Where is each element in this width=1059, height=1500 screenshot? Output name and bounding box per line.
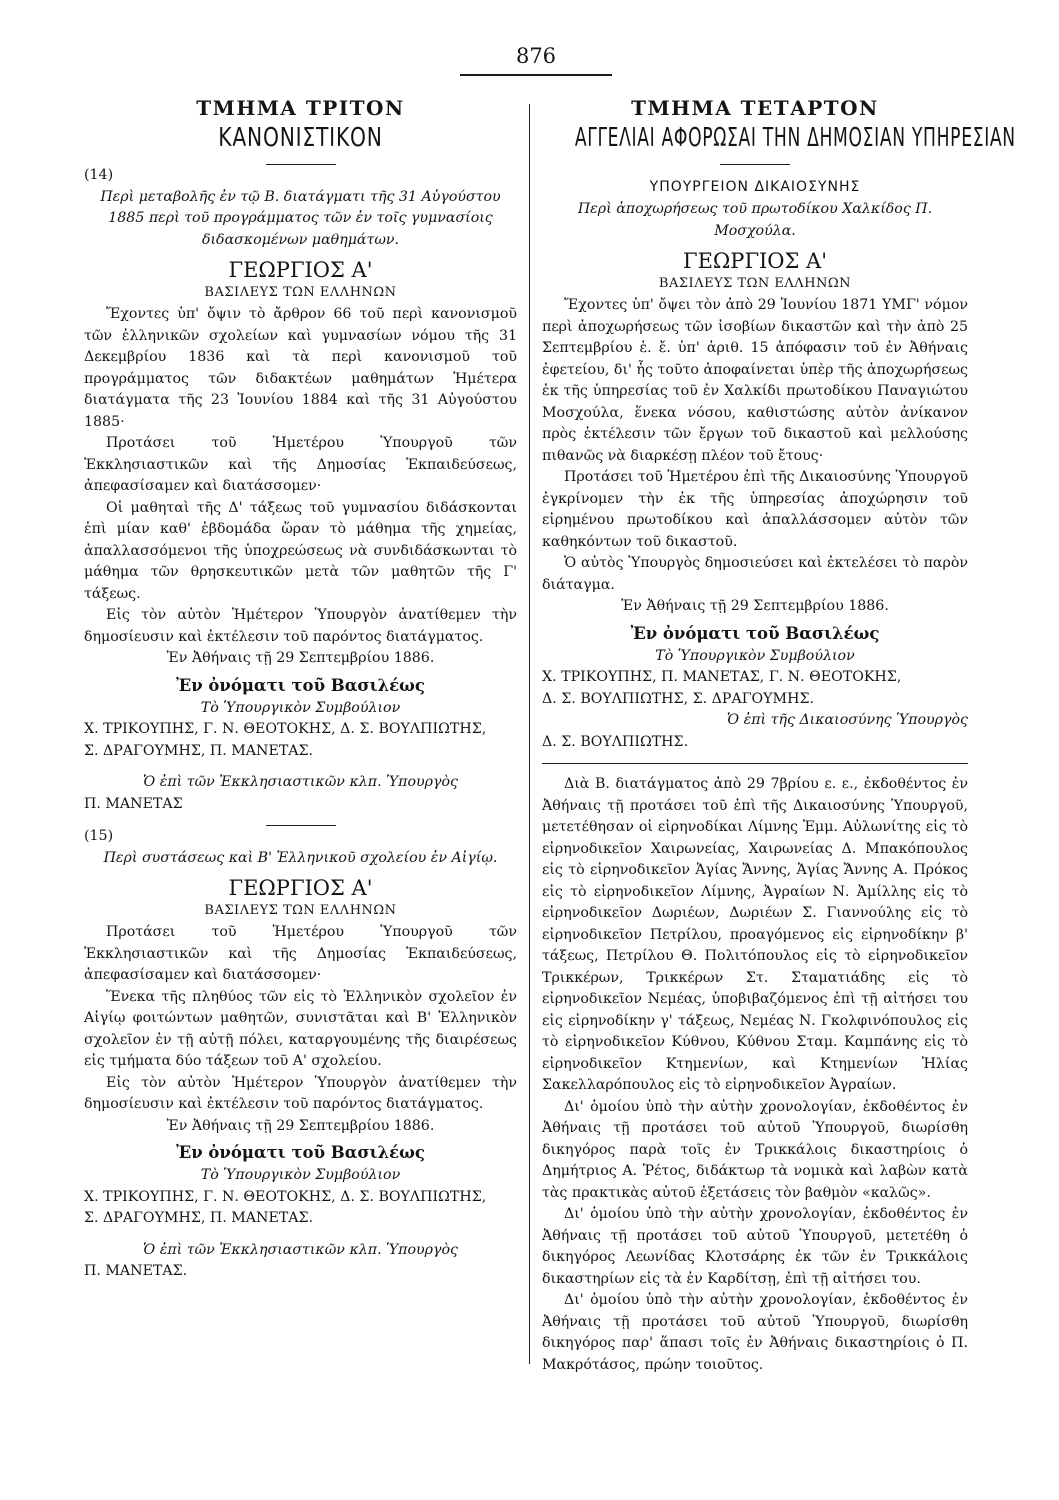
in-name-heading: Ἐν ὀνόματι τοῦ Βασιλέως	[176, 675, 425, 695]
minister-role: Ὁ ἐπὶ τῶν Ἐκκλησιαστικῶν κλπ. Ὑπουργὸς	[143, 1241, 458, 1258]
signatories: Χ. ΤΡΙΚΟΥΠΗΣ, Γ. Ν. ΘΕΟΤΟΚΗΣ, Δ. Σ. ΒΟΥΛΠΙΩΤΗΣ,	[84, 721, 487, 737]
section-title-right: ΤΜΗΜΑ ΤΕΤΑΡΤΟΝ	[631, 96, 879, 120]
announcement: Δι' ὁμοίου ὑπὸ τὴν αὐτὴν χρονολογίαν, ἐκδοθέντος ἐν Ἀθήναις τῇ προτάσει τοῦ αὐτοῦ Ὑπουργοῦ, μετετέθη ὁ δικηγόρος Λεωνίδας Κλοτσάρης ἐκ τῶν ἐν Τρικκάλοις δικαστηρίων εἰς τὰ ἐν Καρδίτσῃ, ἐπὶ τῇ αἰτήσει του.	[542, 1206, 968, 1287]
minister-role: Ὁ ἐπὶ τῶν Ἐκκλησιαστικῶν κλπ. Ὑπουργὸς	[143, 774, 458, 790]
announcement: Δι' ὁμοίου ὑπὸ τὴν αὐτὴν χρονολογίαν, ἐκδοθέντος ἐν Ἀθήναις τῇ προτάσει τοῦ αὐτοῦ Ὑπουργοῦ, διωρίσθη δικηγόρος παρὰ τοῖς ἐν Τρικκάλοις δικαστηρίοις ὁ Δημήτριος Α. Ῥέτος, διδάκτωρ τὰ νομικὰ καὶ λαβὼν κατὰ τὰς πρακτικὰς αὐτοῦ ἐξετάσεις τὸν βαθμὸν «καλῶς».	[542, 1098, 968, 1201]
paragraph: Προτάσει τοῦ Ἡμετέρου Ὑπουργοῦ τῶν Ἐκκλησιαστικῶν καὶ τῆς Δημοσίας Ἐκπαιδεύσεως, ἀπεφασίσαμεν καὶ διατάσσομεν·	[84, 435, 517, 494]
king-title: ΒΑΣΙΛΕΥΣ ΤΩΝ ΕΛΛΗΝΩΝ	[204, 285, 397, 300]
page-number: 876	[515, 44, 557, 68]
announcement: Διὰ Β. διατάγματος ἀπὸ 29 7βρίου ε. ε., ἐκδοθέντος ἐν Ἀθήναις τῇ προτάσει τοῦ ἐπὶ τῆς Δικαιοσύνης Ὑπουργοῦ, μετετέθησαν οἱ εἰρηνοδίκαι Λίμνης Ἐμμ. Αὐλωνίτης εἰς τὸ εἰρηνοδικεῖον Χαιρωνείας, Χαιρωνείας Δ. Μπακόπουλος εἰς τὸ εἰρηνοδικεῖον Ἁγίας Ἄννης, Ἁγίας Ἄννης Α. Πρόκος εἰς τὸ εἰρηνοδικεῖον Λίμνης, Ἀγραίων Ν. Ἀμίλλης εἰς τὸ εἰρηνοδικεῖον Δωριέων, Δωριέων Σ. Γιαννούλης εἰς τὸ εἰρηνοδικεῖον Πετρίλου, προαγόμενος εἰς εἰρηνοδίκην β' τάξεως, Πετρίλου Θ. Πολιτόπουλος εἰς τὸ εἰρηνοδικεῖον Τρικκέρων, Τρικκέρων Στ. Σταματιάδης εἰς τὸ εἰρηνοδικεῖον Νεμέας, ὑποβιβαζόμενος ἐπὶ τῇ αἰτήσει του εἰς εἰρηνοδίκην γ' τάξεως, Νεμέας Ν. Γκολφινόπουλος εἰς τὸ εἰρηνοδικεῖον Κύθνου, Κύθνου Σταμ. Καμπάνης εἰς τὸ εἰρηνοδικεῖον Κτημενίων, καὶ Κτημενίων Ἠλίας Σακελλαρόπουλος εἰς τὸ εἰρηνοδικεῖον Ἀγραίων.	[542, 776, 968, 1093]
signatories: Χ. ΤΡΙΚΟΥΠΗΣ, Γ. Ν. ΘΕΟΤΟΚΗΣ, Δ. Σ. ΒΟΥΛΠΙΩΤΗΣ,	[84, 1188, 487, 1205]
king-name: ΓΕΩΡΓΙΟΣ Α'	[228, 876, 373, 900]
paragraph: Ἔχοντες ὑπ' ὄψει τὸν ἀπὸ 29 Ἰουνίου 1871 ΥΜΓ' νόμον περὶ ἀποχωρήσεως τῶν ἰσοβίων δικαστῶν καὶ τὴν ἀπὸ 25 Σεπτεμβρίου ἑ. ἔ. ὑπ' ἀριθ. 15 ἀπόφασιν τοῦ ἐν Ἀθήναις ἐφετείου, δι' ἧς τοῦτο ἀποφαίνεται ὑπὲρ τῆς ἀποχωρήσεως ἐκ τῆς ὑπηρεσίας τοῦ ἐν Χαλκίδι πρωτοδίκου Παναγιώτου Μοσχούλα, ἕνεκα νόσου, καθιστώσης αὐτὸν ἀνίκανον πρὸς ἐκτέλεσιν τῶν ἔργων τοῦ δικαστοῦ καὶ μελλούσης πιθανῶς νὰ διαρκέσῃ πλέον τοῦ ἔτους·	[542, 297, 968, 464]
minister-signature: Π. ΜΑΝΕΤΑΣ.	[84, 1263, 188, 1279]
paragraph: Εἰς τὸν αὐτὸν Ἡμέτερον Ὑπουργὸν ἀνατίθεμεν τὴν δημοσίευσιν καὶ ἐκτέλεσιν τοῦ παρόντος διατάγματος.	[84, 1074, 517, 1112]
decree-date: Ἐν Ἀθήναις τῇ 29 Σεπτεμβρίου 1886.	[621, 598, 889, 614]
rule	[720, 164, 790, 165]
decree-subject: Περὶ ἀποχωρήσεως τοῦ πρωτοδίκου Χαλκίδος Π. Μοσχούλα.	[577, 201, 933, 239]
in-name-heading: Ἐν ὀνόματι τοῦ Βασιλέως	[630, 623, 880, 643]
rule	[542, 763, 968, 764]
paragraph: Προτάσει τοῦ Ἡμετέρου Ὑπουργοῦ τῶν Ἐκκλησιαστικῶν καὶ τῆς Δημοσίας Ἐκπαιδεύσεως, ἀπεφασίσαμεν καὶ διατάσσομεν·	[84, 924, 517, 983]
signatories: Σ. ΔΡΑΓΟΥΜΗΣ, Π. ΜΑΝΕΤΑΣ.	[84, 742, 314, 759]
minister-role: Ὁ ἐπὶ τῆς Δικαιοσύνης Ὑπουργὸς	[726, 712, 968, 728]
signatories: Δ. Σ. ΒΟΥΛΠΙΩΤΗΣ, Σ. ΔΡΑΓΟΥΜΗΣ.	[542, 690, 814, 707]
left-column	[84, 96, 517, 1283]
right-column	[542, 96, 1016, 1376]
decree-subject: Περὶ συστάσεως καὶ Β' Ἑλληνικοῦ σχολείου ἐν Αἰγίῳ.	[103, 849, 498, 866]
paragraph: Ἕνεκα τῆς πληθύος τῶν εἰς τὸ Ἑλληνικὸν σχολεῖον ἐν Αἰγίῳ φοιτώντων μαθητῶν, συνιστᾶται καὶ Β' Ἑλληνικὸν σχολεῖον ἐν τῇ αὐτῇ πόλει, καταργουμένης τῆς διαιρέσεως εἰς τμήματα δύο τάξεων τοῦ Α' σχολείου.	[84, 988, 517, 1069]
decree-date: Ἐν Ἀθήναις τῇ 29 Σεπτεμβρίου 1886.	[166, 650, 435, 666]
in-name-heading: Ἐν ὀνόματι τοῦ Βασιλέως	[176, 1143, 425, 1162]
minister-signature: Δ. Σ. ΒΟΥΛΠΙΩΤΗΣ.	[542, 733, 689, 750]
signatories: Σ. ΔΡΑΓΟΥΜΗΣ, Π. ΜΑΝΕΤΑΣ.	[84, 1210, 314, 1226]
council-label: Τὸ Ὑπουργικὸν Συμβούλιον	[200, 1167, 401, 1183]
decree-number: (15)	[84, 828, 114, 844]
section-subtitle-left: ΚΑΝΟΝΙΣΤΙΚΟΝ	[218, 123, 383, 153]
section-title-left: ΤΜΗΜΑ ΤΡΙΤΟΝ	[196, 96, 405, 120]
decree-date: Ἐν Ἀθήναις τῇ 29 Σεπτεμβρίου 1886.	[166, 1117, 435, 1134]
paragraph: Προτάσει τοῦ Ἡμετέρου ἐπὶ τῆς Δικαιοσύνης Ὑπουργοῦ ἐγκρίνομεν τὴν ἐκ τῆς ὑπηρεσίας ἀποχώρησιν τοῦ εἰρημένου πρωτοδίκου καὶ ἀπαλλάσσομεν αὐτὸν τῶν καθηκόντων τοῦ δικαστοῦ.	[542, 469, 968, 550]
king-title: ΒΑΣΙΛΕΥΣ ΤΩΝ ΕΛΛΗΝΩΝ	[658, 276, 852, 291]
decree-subject: Περὶ μεταβολῆς ἐν τῷ Β. διατάγματι τῆς 31 Αὐγούστου 1885 περὶ τοῦ προγράμματος τῶν ἐν τοῖς γυμνασίοις διδασκομένων μαθημάτων.	[100, 188, 501, 248]
section-subtitle-right: ΑΓΓΕΛΙΑΙ ΑΦΟΡΩΣΑΙ ΤΗΝ ΔΗΜΟΣΙΑΝ ΥΠΗΡΕΣΙΑΝ	[574, 123, 1016, 153]
paragraph: Ὁ αὐτὸς Ὑπουργὸς δημοσιεύσει καὶ ἐκτελέσει τὸ παρὸν διάταγμα.	[542, 555, 968, 593]
ministry-heading: ΥΠΟΥΡΓΕΙΟΝ ΔΙΚΑΙΟΣΥΝΗΣ	[649, 179, 861, 195]
paragraph: Οἱ μαθηταὶ τῆς Δ' τάξεως τοῦ γυμνασίου διδάσκονται ἐπὶ μίαν καθ' ἑβδομάδα ὥραν τὸ μάθημα τῆς χημείας, ἀπαλλασσόμενοι τῆς ὑποχρεώσεως νὰ συνδιδάσκωνται τὸ μάθημα τῶν θρησκευτικῶν μετὰ τῶν μαθητῶν τῆς Γ' τάξεως.	[84, 499, 517, 602]
decree-number: (14)	[84, 167, 114, 183]
header-rule	[460, 74, 612, 76]
council-label: Τὸ Ὑπουργικὸν Συμβούλιον	[655, 647, 855, 664]
king-name: ΓΕΩΡΓΙΟΣ Α'	[228, 258, 373, 282]
paragraph: Εἰς τὸν αὐτὸν Ἡμέτερον Ὑπουργὸν ἀνατίθεμεν τὴν δημοσίευσιν καὶ ἐκτέλεσιν τοῦ παρόντος διατάγματος.	[84, 607, 517, 645]
announcement: Δι' ὁμοίου ὑπὸ τὴν αὐτὴν χρονολογίαν, ἐκδοθέντος ἐν Ἀθήναις τῇ προτάσει τοῦ αὐτοῦ Ὑπουργοῦ, διωρίσθη δικηγόρος παρ' ἅπασι τοῖς ἐν Ἀθήναις δικαστηρίοις ὁ Π. Μακρότάσος, πρώην τοιοῦτος.	[542, 1292, 968, 1373]
council-label: Τὸ Ὑπουργικὸν Συμβούλιον	[200, 699, 401, 716]
king-name: ΓΕΩΡΓΙΟΣ Α'	[683, 249, 827, 273]
column-divider	[529, 104, 530, 1364]
minister-signature: Π. ΜΑΝΕΤΑΣ	[84, 795, 183, 812]
king-title: ΒΑΣΙΛΕΥΣ ΤΩΝ ΕΛΛΗΝΩΝ	[204, 903, 397, 918]
paragraph: Ἔχοντες ὑπ' ὄψιν τὸ ἄρθρον 66 τοῦ περὶ κανονισμοῦ τῶν ἑλληνικῶν σχολείων καὶ γυμνασίων νόμου τῆς 31 Δεκεμβρίου 1836 καὶ τὰ περὶ κανονισμοῦ τοῦ προγράμματος τῶν διδακτέων μαθημάτων Ἡμέτερα διατάγματα τῆς 23 Ἰουνίου 1884 καὶ τῆς 31 Αὐγούστου 1885·	[84, 306, 517, 430]
signatories: Χ. ΤΡΙΚΟΥΠΗΣ, Π. ΜΑΝΕΤΑΣ, Γ. Ν. ΘΕΟΤΟΚΗΣ,	[542, 669, 902, 685]
